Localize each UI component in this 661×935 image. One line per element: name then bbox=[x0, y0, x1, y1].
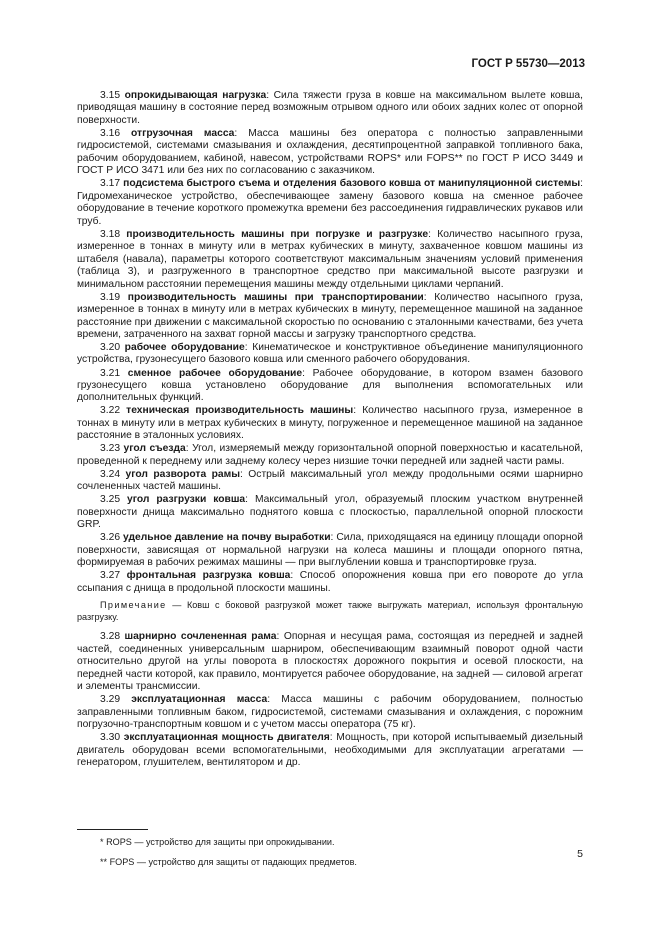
term-separator: : bbox=[580, 178, 583, 190]
footnote-rops: * ROPS — устройство для защиты при опрокидывании. bbox=[100, 837, 335, 847]
definitions-list-continued bbox=[77, 631, 583, 769]
definition-paragraph bbox=[77, 469, 583, 494]
definition-paragraph bbox=[77, 229, 583, 291]
defined-term: фронтальная разгрузка ковша bbox=[126, 570, 291, 582]
definition-paragraph bbox=[77, 128, 583, 178]
term-separator: : bbox=[244, 342, 248, 354]
term-separator: : bbox=[267, 694, 271, 706]
clause-number: 3.21 bbox=[100, 367, 121, 379]
definition-text: Способ опорожнения ковша при его повороте до угла ссыпания с днища в продольной плоскости машины. bbox=[77, 570, 583, 594]
clause-number: 3.28 bbox=[100, 631, 121, 643]
definition-text: Количество насыпного груза, измеренное в тоннах в минуту или в метрах кубических в минуту, перемещенное машиной на заданное расстояние при движении с максимальной скоростью по основанию с эталонными качествами, без учета времени, затраченного на захват горной массы и загрузку транспортного средства. bbox=[77, 291, 583, 340]
definition-text: Количество насыпного груза, измеренное в тоннах в минуту или в метрах кубических в минуту, захваченное ковшом машины из штабеля (навала), параметры которого соответствуют максимальным значениям условий применения (таблица 3), и разгруженного в транспортное средство при максимальной высоте разгрузки и минимальном расстоянии перемещения машины между отдельными циклами черпаний. bbox=[77, 228, 583, 290]
footnote-divider bbox=[77, 829, 148, 830]
definition-text: Опорная и несущая рама, состоящая из передней и задней частей, соединенных универсальным шарниром, обеспечивающим взаимный поворот одной части относительно другой на углы поворота в плоскостях дорожного покрытия и осевой плоскости, на передней части которой, как правило, монтируется рабочее оборудование, на задней — силовой агрегат и элементы трансмиссии. bbox=[77, 631, 583, 693]
defined-term: опрокидывающая нагрузка bbox=[124, 90, 267, 101]
note-text: — Ковш с боковой разгрузкой может также выгружать материал, используя фронтальную разгрузку. bbox=[77, 600, 583, 622]
term-separator: : bbox=[330, 532, 334, 544]
term-separator: : bbox=[276, 631, 280, 643]
clause-number: 3.26 bbox=[100, 532, 121, 544]
definition-paragraph bbox=[77, 292, 583, 342]
definition-text: Угол, измеряемый между горизонтальной опорной поверхностью и касательной, проведенной к переднему или заднему колесу через низшие точки передней или задней части рамы. bbox=[77, 443, 583, 467]
document-body bbox=[77, 90, 583, 770]
defined-term: эксплуатационная мощность двигателя bbox=[123, 732, 330, 744]
definition-text: Масса машины с рабочим оборудованием, полностью заправленными топливным баком, гидросистемой, системами смазывания и охлаждения, с порожним погрузочно-транспортным ковшом и с учетом массы оператора (75 кг). bbox=[77, 694, 583, 731]
clause-number: 3.24 bbox=[100, 468, 121, 480]
definition-paragraph bbox=[77, 732, 583, 769]
definition-paragraph bbox=[77, 443, 583, 468]
definition-paragraph bbox=[77, 631, 583, 693]
clause-number: 3.23 bbox=[100, 443, 121, 455]
definition-text: Мощность, при которой испытываемый дизельный двигатель оборудован всеми вспомогательными, необходимыми для эксплуатации агрегатами — генератором, глушителем, вентилятором и др. bbox=[77, 732, 583, 769]
clause-number: 3.20 bbox=[100, 342, 121, 354]
term-separator: : bbox=[353, 405, 357, 417]
clause-number: 3.18 bbox=[100, 228, 121, 240]
defined-term: шарнирно сочлененная рама bbox=[124, 631, 277, 643]
definition-text: Количество насыпного груза, измеренное в тоннах в минуту или в метрах кубических в минуту, погруженное и перемещенное машиной на заданное расстояние в эталонных условиях. bbox=[77, 405, 583, 442]
clause-number: 3.22 bbox=[100, 405, 121, 417]
definition-paragraph bbox=[77, 178, 583, 228]
definition-text: Максимальный угол, образуемый плоским участком внутренней поверхности днища максимально поднятого ковша с плоскостью, параллельной опорной плоскости GRP. bbox=[77, 494, 583, 531]
definition-text: Сила, приходящаяся на единицу площади опорной поверхности, зависящая от нормальной нагрузки на колеса машины и площади опорного пятна, формируемая в рабочих режимах машины — при выглублении ковша и транспортировке груза. bbox=[77, 532, 583, 569]
defined-term: отгрузочная масса bbox=[131, 127, 235, 139]
definition-paragraph bbox=[77, 342, 583, 367]
defined-term: производительность машины при транспортировании bbox=[127, 291, 424, 303]
defined-term: эксплуатационная масса bbox=[131, 694, 268, 706]
definition-text: Сила тяжести груза в ковше на максимальном вылете ковша, приводящая машину в состояние перед возможным отрывом одного или обоих задних колес от опорной поверхности. bbox=[77, 90, 583, 126]
defined-term: производительность машины при погрузке и разгрузке bbox=[126, 228, 429, 240]
clause-number: 3.27 bbox=[100, 570, 121, 582]
defined-term: сменное рабочее оборудование bbox=[127, 367, 303, 379]
standard-header: ГОСТ Р 55730—2013 bbox=[471, 58, 585, 70]
definition-text: Острый максимальный угол между продольными осями шарнирно сочлененных частей машины. bbox=[77, 468, 583, 493]
clause-number: 3.25 bbox=[100, 494, 121, 506]
definition-paragraph bbox=[77, 405, 583, 442]
definition-text: Гидромеханическое устройство, обеспечивающее замену базового ковша на сменное рабочее оборудование в течение короткого промежутка времени без рассоединения гидравлических рукавов или труб. bbox=[77, 190, 583, 227]
term-separator: : bbox=[266, 90, 270, 101]
term-separator: : bbox=[185, 443, 189, 455]
clause-number: 3.17 bbox=[100, 178, 121, 190]
definition-text: Рабочее оборудование, в котором взамен базового грузонесущего ковша установлено оборудование для выполнения вспомогательных или дополнительных функций. bbox=[77, 367, 583, 404]
definition-paragraph bbox=[77, 532, 583, 569]
note bbox=[77, 600, 583, 623]
footnote-fops: ** FOPS — устройство для защиты от падающих предметов. bbox=[100, 856, 357, 867]
defined-term: рабочее оборудование bbox=[124, 342, 245, 354]
defined-term: техническая производительность машины bbox=[126, 405, 354, 417]
term-separator: : bbox=[423, 291, 427, 303]
term-separator: : bbox=[329, 732, 333, 744]
page-number: 5 bbox=[577, 848, 583, 860]
term-separator: : bbox=[234, 127, 238, 139]
definitions-list bbox=[77, 90, 583, 595]
clause-number: 3.15 bbox=[100, 90, 121, 101]
defined-term: угол съезда bbox=[123, 443, 186, 455]
footnotes bbox=[100, 833, 357, 872]
term-separator: : bbox=[290, 570, 294, 582]
term-separator: : bbox=[428, 228, 431, 240]
defined-term: подсистема быстрого съема и отделения базового ковша от манипуляционной системы bbox=[123, 178, 581, 190]
defined-term: угол разгрузки ковша bbox=[126, 494, 246, 506]
term-separator: : bbox=[240, 468, 243, 480]
definition-paragraph bbox=[77, 368, 583, 405]
term-separator: : bbox=[245, 494, 249, 506]
term-separator: : bbox=[302, 367, 305, 379]
defined-term: удельное давление на почву выработки bbox=[123, 532, 331, 544]
note-label: Примечание bbox=[100, 600, 167, 611]
clause-number: 3.16 bbox=[100, 127, 121, 139]
definition-paragraph bbox=[77, 90, 583, 127]
clause-number: 3.19 bbox=[100, 291, 121, 303]
clause-number: 3.30 bbox=[100, 732, 121, 744]
defined-term: угол разворота рамы bbox=[125, 468, 241, 480]
definition-paragraph bbox=[77, 494, 583, 531]
definition-text: Масса машины без оператора с полностью заправленными гидросистемой, системами смазывания и охлаждения, десятипроцентной заправкой топливного бака, рабочим оборудованием, кабиной, навесом, устройствами ROPS* или FOPS** по ГОСТ Р ИСО 3449 и ГОСТ Р ИСО 3471 или без них по согласованию с заказчиком. bbox=[77, 127, 583, 177]
clause-number: 3.29 bbox=[100, 694, 121, 706]
definition-text: Кинематическое и конструктивное объединение манипуляционного устройства, грузонесущего базового ковша или сменного рабочего оборудования. bbox=[77, 342, 583, 366]
definition-paragraph bbox=[77, 694, 583, 731]
definition-paragraph bbox=[77, 570, 583, 595]
